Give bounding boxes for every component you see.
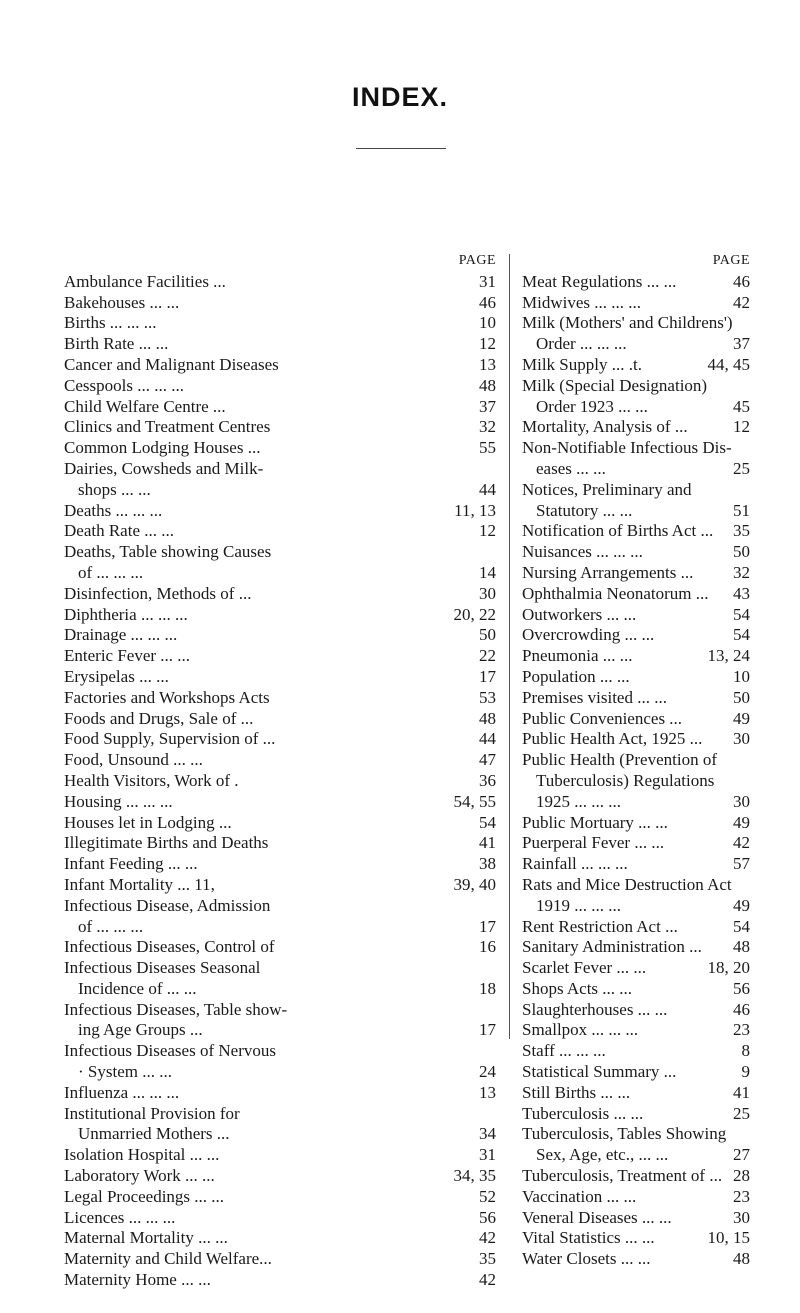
index-entry <box>522 438 750 459</box>
entry-page-number: 55 <box>479 438 496 458</box>
entry-text: Slaughterhouses ... ... <box>522 999 668 1019</box>
index-entry <box>64 771 496 792</box>
entry-text: Health Visitors, Work of . <box>64 770 239 790</box>
page-column-heading-right: PAGE <box>712 253 750 268</box>
page-column-heading-left: PAGE <box>458 253 496 268</box>
index-entry <box>64 334 496 355</box>
index-entry <box>522 376 750 397</box>
index-column-right <box>522 251 750 1270</box>
entry-text: Maternal Mortality ... ... <box>64 1228 228 1248</box>
entry-text: Enteric Fever ... ... <box>64 646 191 666</box>
entry-text: Vital Statistics ... ... <box>522 1228 655 1248</box>
entry-text: Isolation Hospital ... ... <box>64 1145 220 1165</box>
entry-text: Infectious Diseases, Table show- <box>64 999 288 1019</box>
entry-text: Infectious Disease, Admission <box>64 895 271 915</box>
entry-page-number: 42 <box>733 833 750 853</box>
entry-page-number: 14 <box>479 562 496 582</box>
entry-text: Foods and Drugs, Sale of ... <box>64 708 254 728</box>
entry-text: Births ... ... ... <box>64 313 157 333</box>
index-column-left <box>64 251 496 1291</box>
entry-text: Public Conveniences ... <box>522 708 683 728</box>
entry-text: Order ... ... ... <box>536 334 627 354</box>
entry-page-number: 32 <box>479 417 496 437</box>
entry-page-number: 12 <box>733 417 750 437</box>
entry-text: shops ... ... <box>78 479 151 499</box>
entry-page-number: 20, 22 <box>453 604 496 624</box>
entry-text: Laboratory Work ... ... <box>64 1166 215 1186</box>
entry-page-number: 10 <box>479 313 496 333</box>
entry-text: Birth Rate ... ... <box>64 334 169 354</box>
entry-page-number: 50 <box>733 542 750 562</box>
entry-text: Nursing Arrangements ... <box>522 562 694 582</box>
entry-page-number: 18, 20 <box>707 958 750 978</box>
entry-page-number: 9 <box>741 1062 750 1082</box>
entry-page-number: 43 <box>733 583 750 603</box>
left-entries <box>64 272 496 1291</box>
index-entry <box>522 667 750 688</box>
entry-text: of ... ... ... <box>78 562 144 582</box>
index-entry <box>64 750 496 771</box>
entry-text: Milk (Mothers' and Childrens') <box>522 313 733 333</box>
entry-text: 1919 ... ... ... <box>536 895 621 915</box>
entry-page-number: 52 <box>479 1186 496 1206</box>
index-entry <box>522 417 750 438</box>
index-entry <box>522 584 750 605</box>
entry-text: Outworkers ... ... <box>522 604 637 624</box>
entry-page-number: 57 <box>733 854 750 874</box>
index-entry <box>522 958 750 979</box>
entry-text: Infant Feeding ... ... <box>64 854 198 874</box>
entry-page-number: 49 <box>733 895 750 915</box>
entry-text: Deaths ... ... ... <box>64 500 163 520</box>
entry-page-number: 34 <box>479 1124 496 1144</box>
entry-text: Cancer and Malignant Diseases <box>64 354 279 374</box>
entry-page-number: 11, 13 <box>454 500 496 520</box>
index-entry <box>522 854 750 875</box>
entry-page-number: 25 <box>733 1103 750 1123</box>
entry-page-number: 28 <box>733 1166 750 1186</box>
entry-text: Public Mortuary ... ... <box>522 812 668 832</box>
index-entry <box>522 1104 750 1125</box>
entry-page-number: 48 <box>479 375 496 395</box>
entry-text: Housing ... ... ... <box>64 791 173 811</box>
entry-text: Puerperal Fever ... ... <box>522 833 665 853</box>
index-entry <box>64 293 496 314</box>
index-entry <box>522 1249 750 1270</box>
entry-page-number: 54 <box>479 812 496 832</box>
right-entries <box>522 272 750 1270</box>
entry-text: Diphtheria ... ... ... <box>64 604 188 624</box>
entry-page-number: 53 <box>479 687 496 707</box>
index-entry <box>64 709 496 730</box>
index-entry <box>522 542 750 563</box>
entry-page-number: 30 <box>733 729 750 749</box>
entry-page-number: 49 <box>733 708 750 728</box>
index-entry <box>522 1187 750 1208</box>
entry-text: Meat Regulations ... ... <box>522 271 677 291</box>
index-entry <box>522 313 750 334</box>
entry-text: Ophthalmia Neonatorum ... <box>522 583 709 603</box>
index-entry <box>64 1104 496 1125</box>
index-entry <box>522 397 750 418</box>
entry-text: Rent Restriction Act ... <box>522 916 678 936</box>
index-entry <box>64 833 496 854</box>
index-entry <box>522 709 750 730</box>
entry-page-number: 44 <box>479 729 496 749</box>
entry-page-number: 35 <box>733 521 750 541</box>
entry-text: Food Supply, Supervision of ... <box>64 729 276 749</box>
index-entry <box>522 334 750 355</box>
entry-text: eases ... ... <box>536 458 606 478</box>
index-entry <box>64 480 496 501</box>
index-entry <box>64 896 496 917</box>
entry-page-number: 36 <box>479 770 496 790</box>
index-entry <box>64 979 496 1000</box>
entry-text: Shops Acts ... ... <box>522 978 633 998</box>
index-entry <box>64 958 496 979</box>
entry-page-number: 54 <box>733 604 750 624</box>
entry-text: Illegitimate Births and Deaths <box>64 833 269 853</box>
entry-page-number: 56 <box>733 978 750 998</box>
entry-page-number: 45 <box>733 396 750 416</box>
page-title: INDEX. <box>351 82 449 112</box>
entry-text: Infectious Diseases Seasonal <box>64 958 261 978</box>
entry-text: Sex, Age, etc., ... ... <box>536 1145 669 1165</box>
index-entry <box>64 917 496 938</box>
entry-page-number: 23 <box>733 1186 750 1206</box>
index-entry <box>522 979 750 1000</box>
entry-text: Food, Unsound ... ... <box>64 750 203 770</box>
entry-text: Dairies, Cowsheds and Milk- <box>64 458 264 478</box>
index-entry <box>522 625 750 646</box>
index-entry <box>64 397 496 418</box>
entry-text: Common Lodging Houses ... <box>64 438 261 458</box>
entry-text: Water Closets ... ... <box>522 1249 651 1269</box>
index-entry <box>64 854 496 875</box>
index-entry <box>64 501 496 522</box>
index-entry <box>522 729 750 750</box>
entry-text: Cesspools ... ... ... <box>64 375 184 395</box>
index-entry <box>64 1166 496 1187</box>
entry-text: Deaths, Table showing Causes <box>64 542 272 562</box>
index-entry <box>64 792 496 813</box>
index-entry <box>64 563 496 584</box>
entry-page-number: 31 <box>479 271 496 291</box>
entry-text: Midwives ... ... ... <box>522 292 641 312</box>
entry-page-number: 8 <box>741 1041 750 1061</box>
entry-text: Maternity Home ... ... <box>64 1270 211 1290</box>
entry-text: ing Age Groups ... <box>78 1020 203 1040</box>
entry-text: Veneral Diseases ... ... <box>522 1207 672 1227</box>
entry-page-number: 48 <box>733 1249 750 1269</box>
entry-page-number: 12 <box>479 521 496 541</box>
entry-page-number: 31 <box>479 1145 496 1165</box>
entry-page-number: 54 <box>733 625 750 645</box>
index-entry <box>64 1208 496 1229</box>
index-entry <box>522 1124 750 1145</box>
entry-page-number: 44 <box>479 479 496 499</box>
index-entry <box>522 1083 750 1104</box>
entry-text: Incidence of ... ... <box>78 978 197 998</box>
index-entry <box>522 459 750 480</box>
index-entry <box>522 1228 750 1249</box>
entry-page-number: 22 <box>479 646 496 666</box>
entry-page-number: 54 <box>733 916 750 936</box>
entry-text: Vaccination ... ... <box>522 1186 637 1206</box>
entry-text: Pneumonia ... ... <box>522 646 633 666</box>
entry-text: Notices, Preliminary and <box>522 479 692 499</box>
index-entry <box>522 521 750 542</box>
entry-page-number: 24 <box>479 1062 496 1082</box>
entry-text: Infectious Diseases of Nervous <box>64 1041 276 1061</box>
entry-page-number: 37 <box>479 396 496 416</box>
index-entry <box>64 1020 496 1041</box>
entry-page-number: 27 <box>733 1145 750 1165</box>
index-entry <box>522 917 750 938</box>
entry-text: · System ... ... <box>78 1062 172 1082</box>
entry-text: Ambulance Facilities ... <box>64 271 226 291</box>
entry-page-number: 17 <box>479 666 496 686</box>
entry-text: Premises visited ... ... <box>522 687 667 707</box>
entry-text: Rats and Mice Destruction Act <box>522 874 732 894</box>
entry-text: Child Welfare Centre ... <box>64 396 226 416</box>
index-entry <box>522 1020 750 1041</box>
entry-text: Influenza ... ... ... <box>64 1082 180 1102</box>
entry-page-number: 50 <box>733 687 750 707</box>
entry-page-number: 17 <box>479 1020 496 1040</box>
index-entry <box>64 1083 496 1104</box>
index-entry <box>522 937 750 958</box>
entry-page-number: 16 <box>479 937 496 957</box>
entry-page-number: 37 <box>733 334 750 354</box>
entry-page-number: 35 <box>479 1249 496 1269</box>
entry-page-number: 10, 15 <box>707 1228 750 1248</box>
index-entry <box>64 1249 496 1270</box>
entry-page-number: 12 <box>479 334 496 354</box>
entry-page-number: 46 <box>479 292 496 312</box>
entry-text: Infant Mortality ... 11, <box>64 874 215 894</box>
entry-text: Drainage ... ... ... <box>64 625 178 645</box>
index-entry <box>64 667 496 688</box>
index-entry <box>64 1187 496 1208</box>
entry-page-number: 50 <box>479 625 496 645</box>
index-entry <box>522 355 750 376</box>
entry-page-number: 17 <box>479 916 496 936</box>
index-entry <box>522 750 750 771</box>
index-entry <box>64 438 496 459</box>
index-entry <box>64 875 496 896</box>
entry-page-number: 41 <box>733 1082 750 1102</box>
index-entry <box>64 355 496 376</box>
index-entry <box>64 584 496 605</box>
entry-text: Legal Proceedings ... ... <box>64 1186 225 1206</box>
entry-page-number: 56 <box>479 1207 496 1227</box>
index-entry <box>64 1041 496 1062</box>
entry-page-number: 47 <box>479 750 496 770</box>
entry-text: Population ... ... <box>522 666 630 686</box>
index-entry <box>64 313 496 334</box>
index-entry <box>522 875 750 896</box>
entry-page-number: 42 <box>733 292 750 312</box>
entry-text: Milk Supply ... .t. <box>522 354 642 374</box>
entry-text: Houses let in Lodging ... <box>64 812 232 832</box>
entry-text: Mortality, Analysis of ... <box>522 417 688 437</box>
entry-text: Notification of Births Act ... <box>522 521 714 541</box>
entry-page-number: 23 <box>733 1020 750 1040</box>
index-entry <box>64 1270 496 1291</box>
entry-text: Nuisances ... ... ... <box>522 542 643 562</box>
column-divider <box>509 254 510 1039</box>
index-entry <box>522 1041 750 1062</box>
entry-page-number: 44, 45 <box>707 354 750 374</box>
entry-text: Bakehouses ... ... <box>64 292 180 312</box>
entry-text: Institutional Provision for <box>64 1103 240 1123</box>
entry-page-number: 18 <box>479 978 496 998</box>
index-entry <box>64 1124 496 1145</box>
index-entry <box>522 1208 750 1229</box>
entry-text: Smallpox ... ... ... <box>522 1020 639 1040</box>
index-entry <box>64 605 496 626</box>
entry-page-number: 38 <box>479 854 496 874</box>
entry-text: 1925 ... ... ... <box>536 791 621 811</box>
entry-page-number: 54, 55 <box>453 791 496 811</box>
index-entry <box>64 459 496 480</box>
entry-text: Milk (Special Designation) <box>522 375 708 395</box>
entry-text: Infectious Diseases, Control of <box>64 937 275 957</box>
index-entry <box>64 1228 496 1249</box>
entry-text: Scarlet Fever ... ... <box>522 958 647 978</box>
entry-text: Tuberculosis, Treatment of ... <box>522 1166 723 1186</box>
entry-text: Tuberculosis, Tables Showing <box>522 1124 727 1144</box>
index-entry <box>522 688 750 709</box>
index-entry <box>64 1062 496 1083</box>
index-entry <box>522 605 750 626</box>
entry-page-number: 48 <box>479 708 496 728</box>
entry-page-number: 30 <box>479 583 496 603</box>
index-entry <box>522 1062 750 1083</box>
index-entry <box>522 293 750 314</box>
index-entry <box>522 771 750 792</box>
entry-page-number: 13 <box>479 1082 496 1102</box>
entry-page-number: 30 <box>733 791 750 811</box>
index-entry <box>64 625 496 646</box>
index-entry <box>522 833 750 854</box>
entry-text: Factories and Workshops Acts <box>64 687 270 707</box>
entry-page-number: 46 <box>733 999 750 1019</box>
index-entry <box>522 501 750 522</box>
entry-page-number: 42 <box>479 1228 496 1248</box>
entry-page-number: 30 <box>733 1207 750 1227</box>
title-rule <box>356 148 446 149</box>
index-entry <box>522 1166 750 1187</box>
index-entry <box>64 376 496 397</box>
index-entry <box>522 792 750 813</box>
entry-text: Erysipelas ... ... <box>64 666 169 686</box>
entry-text: Rainfall ... ... ... <box>522 854 628 874</box>
index-entry <box>522 272 750 293</box>
index-entry <box>64 521 496 542</box>
entry-page-number: 10 <box>733 666 750 686</box>
entry-text: Staff ... ... ... <box>522 1041 606 1061</box>
entry-text: Overcrowding ... ... <box>522 625 655 645</box>
entry-text: Public Health (Prevention of <box>522 750 717 770</box>
entry-text: Licences ... ... ... <box>64 1207 176 1227</box>
entry-page-number: 13, 24 <box>707 646 750 666</box>
entry-page-number: 25 <box>733 458 750 478</box>
index-entry <box>64 417 496 438</box>
index-entry <box>64 272 496 293</box>
entry-page-number: 42 <box>479 1270 496 1290</box>
entry-page-number: 34, 35 <box>453 1166 496 1186</box>
index-entry <box>64 542 496 563</box>
entry-text: Still Births ... ... <box>522 1082 631 1102</box>
index-entry <box>522 563 750 584</box>
entry-page-number: 49 <box>733 812 750 832</box>
entry-page-number: 51 <box>733 500 750 520</box>
index-entry <box>64 1000 496 1021</box>
entry-page-number: 48 <box>733 937 750 957</box>
entry-page-number: 13 <box>479 354 496 374</box>
index-entry <box>64 729 496 750</box>
index-entry <box>522 896 750 917</box>
entry-text: of ... ... ... <box>78 916 144 936</box>
entry-text: Public Health Act, 1925 ... <box>522 729 703 749</box>
index-entry <box>64 688 496 709</box>
entry-text: Statistical Summary ... <box>522 1062 677 1082</box>
index-entry <box>522 480 750 501</box>
entry-text: Tuberculosis) Regulations <box>536 770 715 790</box>
entry-text: Statutory ... ... <box>536 500 633 520</box>
index-entry <box>64 813 496 834</box>
entry-text: Clinics and Treatment Centres <box>64 417 271 437</box>
entry-page-number: 46 <box>733 271 750 291</box>
index-entry <box>522 646 750 667</box>
entry-text: Sanitary Administration ... <box>522 937 702 957</box>
entry-page-number: 41 <box>479 833 496 853</box>
index-entry <box>64 937 496 958</box>
entry-text: Disinfection, Methods of ... <box>64 583 252 603</box>
entry-text: Death Rate ... ... <box>64 521 174 541</box>
index-entry <box>64 646 496 667</box>
entry-text: Unmarried Mothers ... <box>78 1124 230 1144</box>
entry-text: Order 1923 ... ... <box>536 396 648 416</box>
index-entry <box>522 1000 750 1021</box>
index-entry <box>64 1145 496 1166</box>
entry-text: Tuberculosis ... ... <box>522 1103 644 1123</box>
entry-page-number: 32 <box>733 562 750 582</box>
entry-page-number: 39, 40 <box>453 874 496 894</box>
entry-text: Maternity and Child Welfare... <box>64 1249 272 1269</box>
index-entry <box>522 1145 750 1166</box>
entry-text: Non-Notifiable Infectious Dis- <box>522 438 732 458</box>
index-entry <box>522 813 750 834</box>
